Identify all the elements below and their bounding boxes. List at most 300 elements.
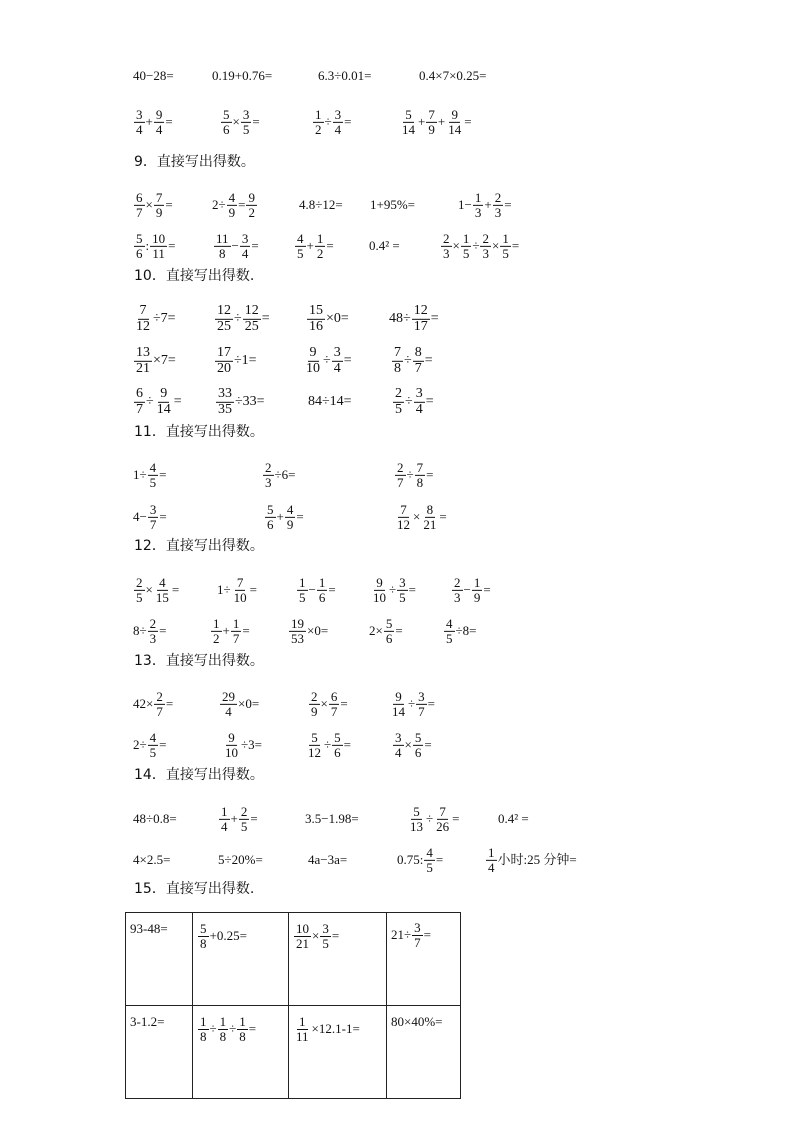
denominator: 8: [200, 935, 207, 951]
problem: [419, 69, 487, 83]
fraction: [155, 387, 173, 417]
expression-text: ÷: [146, 394, 154, 409]
denominator: 2: [315, 121, 322, 137]
numerator: 9: [248, 189, 255, 205]
expression-text: 1÷: [133, 467, 147, 482]
problem: [308, 853, 347, 867]
fraction: [434, 805, 451, 833]
problem: [210, 617, 250, 645]
numerator: 3: [136, 106, 143, 122]
numerator: 4: [426, 844, 433, 860]
problem: [133, 617, 166, 645]
fraction: [231, 617, 242, 645]
numerator: 3: [241, 230, 249, 246]
problem: [498, 812, 529, 826]
numerator: 1: [315, 106, 322, 122]
denominator: 12: [136, 318, 150, 334]
denominator: 7: [232, 630, 240, 646]
fraction: [486, 846, 497, 874]
problem: [392, 387, 434, 417]
expression-text: ×: [232, 114, 240, 129]
expression-text: ×: [452, 238, 460, 253]
problem: [391, 346, 433, 376]
expression-text: =: [483, 582, 491, 597]
expression-text: =: [423, 927, 431, 943]
denominator: 8: [394, 360, 401, 376]
problem: [308, 395, 352, 409]
denominator: 7: [418, 703, 425, 719]
expression-text: ×0=: [326, 311, 349, 326]
expression-text: 84÷14=: [308, 394, 352, 409]
expression-text: =: [439, 509, 447, 524]
fraction: [393, 731, 404, 759]
numerator: 3: [399, 574, 406, 590]
denominator: 9: [155, 204, 163, 220]
denominator: 14: [448, 121, 462, 137]
denominator: 11: [296, 1028, 309, 1044]
expression-text: =: [238, 197, 246, 212]
numerator: 2: [136, 574, 143, 590]
fraction: [493, 191, 504, 219]
expression-text: ÷: [324, 114, 332, 129]
numerator: 9: [228, 729, 235, 745]
expression-text: =: [424, 737, 432, 752]
problem: [485, 846, 577, 874]
denominator: 14: [156, 401, 171, 417]
problem: [296, 576, 336, 604]
expression-text: =: [395, 623, 403, 638]
denominator: 9: [228, 204, 236, 220]
fraction: [473, 191, 484, 219]
expression-text: ÷: [408, 696, 416, 711]
denominator: 16: [309, 318, 323, 334]
expression-text: =: [165, 114, 173, 129]
problem: [370, 576, 416, 604]
expression-text: 6.3÷0.01=: [318, 68, 372, 83]
problem: [218, 853, 263, 867]
expression-text: +: [484, 197, 492, 212]
expression-text: =: [427, 696, 435, 711]
fraction: [148, 617, 159, 645]
numerator: 8: [426, 501, 434, 517]
problem: [293, 922, 339, 950]
expression-text: =: [159, 467, 167, 482]
numerator: 1: [299, 1014, 306, 1029]
fraction: [320, 922, 331, 950]
problem: [133, 690, 173, 718]
denominator: 3: [265, 474, 272, 490]
numerator: 4: [297, 230, 304, 246]
expression-text: ×: [145, 582, 153, 597]
denominator: 11: [152, 245, 165, 261]
numerator: 5: [311, 729, 318, 745]
denominator: 53: [291, 630, 304, 646]
problem: [219, 690, 259, 718]
numerator: 4: [228, 189, 236, 205]
numerator: 1: [502, 230, 509, 246]
numerator: 1: [318, 574, 326, 590]
problem: [394, 461, 433, 489]
fraction: [265, 503, 276, 531]
numerator: 4: [286, 501, 294, 517]
fraction: [154, 690, 165, 718]
expression-text: =: [250, 811, 258, 826]
expression-text: :: [145, 238, 150, 253]
problem-table: [125, 912, 461, 1099]
fraction: [150, 232, 167, 260]
expression-text: 0.19+0.76=: [212, 68, 273, 83]
numerator: 1: [474, 189, 482, 205]
expression-text: ×: [312, 928, 320, 944]
numerator: 12: [217, 302, 231, 318]
fraction: [395, 503, 412, 531]
section-heading: 11．直接写出得数。: [134, 424, 264, 440]
numerator: 3: [149, 501, 157, 517]
denominator: 8: [239, 1028, 246, 1044]
section-heading: 10．直接写出得数.: [134, 268, 255, 284]
fraction: [500, 232, 511, 260]
expression-text: =: [252, 114, 260, 129]
problem: [389, 304, 439, 334]
denominator: 5: [502, 245, 509, 261]
denominator: 2: [248, 204, 255, 220]
denominator: 3: [443, 245, 450, 261]
fraction: [333, 108, 344, 136]
expression-text: 0.4² =: [498, 811, 529, 826]
fraction: [371, 576, 388, 604]
denominator: 5: [322, 935, 329, 951]
fraction: [289, 617, 306, 645]
denominator: 6: [223, 121, 230, 137]
fraction: [134, 346, 152, 376]
table-row: [126, 913, 461, 1006]
numerator: 2: [397, 459, 404, 475]
denominator: 6: [136, 245, 143, 261]
numerator: 13: [136, 344, 150, 360]
expression-text: 0.4×7×0.25=: [419, 68, 487, 83]
denominator: 7: [397, 474, 404, 490]
numerator: 1: [200, 1014, 207, 1029]
numerator: 5: [413, 803, 420, 819]
fraction: [413, 731, 424, 759]
expression-text: =: [326, 238, 334, 253]
table-cell: [289, 1006, 387, 1099]
expression-text: =: [331, 928, 340, 944]
problem: [443, 617, 476, 645]
expression-text: ×: [491, 238, 500, 253]
fraction: [412, 921, 423, 949]
denominator: 4: [395, 744, 402, 760]
denominator: 5: [446, 630, 453, 646]
fraction: [309, 690, 320, 718]
expression-text: ÷3=: [241, 737, 262, 752]
fraction: [218, 1015, 229, 1043]
numerator: 1: [299, 574, 306, 590]
numerator: 1: [213, 615, 220, 631]
expression-text: 93-48=: [130, 921, 168, 936]
numerator: 9: [155, 106, 163, 122]
numerator: 7: [394, 344, 401, 360]
fraction: [237, 1015, 248, 1043]
fraction: [134, 304, 152, 334]
problem: [407, 805, 459, 833]
expression-text: =: [165, 696, 174, 711]
fraction: [408, 805, 425, 833]
section-heading: 12．直接写出得数。: [134, 538, 264, 554]
expression-text: ÷8=: [455, 623, 477, 638]
problem: [392, 731, 432, 759]
numerator: 9: [376, 574, 383, 590]
expression-text: ×12.1-1=: [311, 1021, 360, 1037]
expression-text: =: [165, 197, 173, 212]
fraction: [313, 108, 324, 136]
denominator: 7: [414, 934, 421, 950]
numerator: 10: [152, 230, 166, 246]
fraction: [198, 1015, 209, 1043]
denominator: 9: [473, 589, 481, 605]
numerator: 6: [136, 189, 143, 205]
expression-text: =: [159, 509, 167, 524]
numerator: 7: [139, 302, 147, 318]
expression-text: =: [464, 114, 472, 129]
denominator: 5: [240, 818, 248, 834]
denominator: 5: [395, 401, 402, 417]
denominator: 8: [200, 1028, 207, 1044]
numerator: 12: [244, 302, 259, 318]
expression-text: −: [231, 238, 239, 253]
denominator: 7: [330, 703, 338, 719]
numerator: 3: [418, 688, 425, 704]
table-cell: [193, 1006, 289, 1099]
problem: [305, 731, 351, 759]
problem: [214, 346, 257, 376]
numerator: 3: [242, 106, 250, 122]
fraction: [214, 232, 231, 260]
expression-text: +: [230, 811, 238, 826]
denominator: 15: [155, 589, 169, 605]
expression-text: =: [249, 582, 257, 597]
denominator: 8: [219, 1028, 227, 1044]
denominator: 8: [219, 245, 226, 261]
problem: [130, 1014, 164, 1030]
denominator: 4: [221, 818, 228, 834]
expression-text: +0.25=: [209, 928, 247, 944]
expression-text: ÷: [389, 582, 397, 597]
denominator: 5: [297, 245, 304, 261]
expression-text: ×: [320, 696, 328, 711]
problem: [133, 503, 167, 531]
numerator: 9: [451, 106, 458, 122]
expression-text: =: [344, 114, 352, 129]
problem: [212, 191, 258, 219]
expression-text: =: [452, 811, 460, 826]
fraction: [400, 108, 417, 136]
problem: [308, 690, 348, 718]
numerator: 5: [334, 729, 341, 745]
denominator: 12: [397, 516, 410, 532]
denominator: 5: [149, 744, 157, 760]
numerator: 2: [149, 615, 157, 631]
fraction: [441, 232, 452, 260]
denominator: 3: [149, 630, 157, 646]
fraction: [317, 576, 328, 604]
denominator: 25: [244, 318, 259, 334]
denominator: 4: [334, 121, 342, 137]
denominator: 25: [217, 318, 231, 334]
expression-text: 1+95%=: [370, 197, 415, 212]
fraction: [198, 922, 209, 950]
expression-text: +: [276, 509, 284, 524]
problem: [451, 576, 491, 604]
fraction: [315, 232, 326, 260]
denominator: 6: [385, 630, 393, 646]
denominator: 4: [136, 121, 143, 137]
problem: [214, 304, 270, 334]
expression-text: ÷1=: [234, 353, 257, 368]
denominator: 7: [136, 401, 143, 417]
problem: [397, 846, 443, 874]
denominator: 5: [462, 245, 470, 261]
numerator: 7: [416, 459, 424, 475]
numerator: 5: [136, 230, 143, 246]
numerator: 1: [232, 615, 240, 631]
fraction: [246, 191, 257, 219]
expression-text: ×: [145, 197, 153, 212]
problem: [312, 108, 351, 136]
numerator: 10: [296, 921, 309, 936]
fraction: [134, 232, 145, 260]
problem: [262, 461, 295, 489]
expression-text: +: [418, 114, 426, 129]
fraction: [452, 576, 463, 604]
numerator: 12: [413, 302, 428, 318]
numerator: 2: [311, 688, 318, 704]
denominator: 3: [474, 204, 482, 220]
numerator: 1: [221, 803, 228, 819]
denominator: 3: [454, 589, 461, 605]
problem: [133, 812, 177, 826]
expression-text: 1−: [458, 197, 472, 212]
problem: [391, 1014, 443, 1030]
denominator: 20: [217, 360, 231, 376]
numerator: 6: [136, 385, 143, 401]
denominator: 21: [296, 935, 309, 951]
problem: [133, 853, 170, 867]
fraction: [304, 346, 322, 376]
problem: [306, 304, 349, 334]
numerator: 1: [462, 230, 470, 246]
expression-text: ×: [404, 737, 412, 752]
fraction: [446, 108, 463, 136]
section-heading: 14．直接写出得数。: [134, 767, 264, 783]
expression-text: ÷: [323, 353, 331, 368]
problem: [391, 921, 431, 949]
expression-text: 1÷: [217, 582, 231, 597]
fraction: [211, 617, 222, 645]
fraction: [461, 232, 472, 260]
numerator: 3: [414, 920, 421, 935]
denominator: 4: [241, 245, 249, 261]
denominator: 5: [242, 121, 250, 137]
numerator: 1: [316, 230, 324, 246]
numerator: 2: [494, 189, 502, 205]
numerator: 4: [446, 615, 453, 631]
problem: [130, 921, 168, 937]
denominator: 5: [149, 474, 157, 490]
fraction: [148, 731, 159, 759]
denominator: 10: [233, 589, 247, 605]
denominator: 7: [156, 703, 163, 719]
denominator: 7: [136, 204, 143, 220]
numerator: 4: [149, 459, 157, 475]
expression-text: =: [171, 582, 180, 597]
denominator: 7: [414, 360, 422, 376]
expression-text: ÷: [404, 353, 412, 368]
expression-text: 4.8÷12=: [299, 197, 343, 212]
expression-text: ÷7=: [153, 311, 176, 326]
expression-text: 8÷: [133, 623, 147, 638]
problem: [133, 576, 179, 604]
fraction: [395, 461, 406, 489]
denominator: 3: [494, 204, 502, 220]
expression-text: 21÷: [391, 927, 412, 943]
fraction: [444, 617, 455, 645]
problem: [303, 346, 352, 376]
numerator: 2: [482, 230, 489, 246]
expression-text: 小时:25 分钟=: [497, 852, 577, 867]
expression-text: =: [328, 582, 336, 597]
fraction: [239, 805, 250, 833]
denominator: 4: [155, 121, 163, 137]
expression-text: ÷: [324, 737, 332, 752]
denominator: 4: [415, 401, 423, 417]
problem: [389, 690, 435, 718]
table-cell: [126, 913, 193, 1006]
denominator: 6: [414, 744, 422, 760]
fraction: [294, 1015, 311, 1043]
fraction: [263, 461, 274, 489]
problem: [299, 198, 343, 212]
expression-text: 40−28=: [133, 68, 174, 83]
numerator: 5: [385, 615, 393, 631]
fraction: [219, 805, 230, 833]
fraction: [215, 346, 233, 376]
numerator: 19: [291, 615, 304, 631]
expression-text: −: [463, 582, 471, 597]
problem: [133, 69, 174, 83]
denominator: 6: [267, 516, 274, 532]
fraction: [392, 346, 403, 376]
denominator: 21: [136, 360, 150, 376]
expression-text: +: [145, 114, 153, 129]
numerator: 2: [156, 688, 163, 704]
denominator: 13: [410, 818, 423, 834]
fraction: [306, 731, 323, 759]
numerator: 5: [223, 106, 230, 122]
fraction: [134, 576, 145, 604]
expression-text: ×: [413, 509, 421, 524]
fraction: [294, 922, 311, 950]
denominator: 5: [136, 589, 143, 605]
fraction: [295, 232, 306, 260]
fraction: [223, 731, 240, 759]
problem: [213, 232, 259, 260]
problem: [394, 503, 447, 531]
numerator: 8: [414, 344, 422, 360]
fraction: [285, 503, 296, 531]
denominator: 2: [316, 245, 324, 261]
denominator: 4: [333, 360, 341, 376]
